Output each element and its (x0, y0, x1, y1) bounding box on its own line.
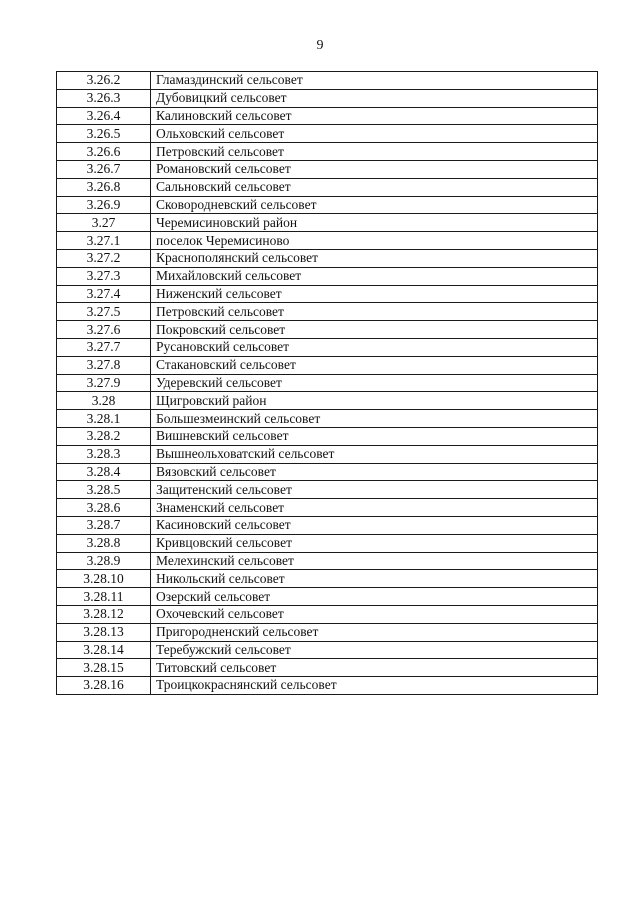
table-row (57, 463, 598, 481)
table-row (57, 196, 598, 214)
table-row (57, 392, 598, 410)
row-name: Петровский сельсовет (151, 303, 598, 321)
row-code: 3.27.9 (57, 374, 151, 392)
row-name: Романовский сельсовет (151, 160, 598, 178)
table-row (57, 356, 598, 374)
table-row (57, 321, 598, 339)
row-code: 3.27.1 (57, 232, 151, 250)
row-name: поселок Черемисиново (151, 232, 598, 250)
row-code: 3.26.7 (57, 160, 151, 178)
table-row (57, 232, 598, 250)
table-row (57, 125, 598, 143)
table-row (57, 178, 598, 196)
table-row (57, 374, 598, 392)
row-name: Краснополянский сельсовет (151, 249, 598, 267)
table-row (57, 659, 598, 677)
table-row (57, 338, 598, 356)
table-row (57, 677, 598, 695)
row-code: 3.26.6 (57, 143, 151, 161)
table-row (57, 89, 598, 107)
row-name: Щигровский район (151, 392, 598, 410)
page-number: 9 (316, 38, 324, 53)
table-row (57, 267, 598, 285)
table-row (57, 623, 598, 641)
row-name: Никольский сельсовет (151, 570, 598, 588)
row-code: 3.26.2 (57, 72, 151, 90)
row-name: Титовский сельсовет (151, 659, 598, 677)
table-row (57, 588, 598, 606)
row-name: Троицкокраснянский сельсовет (151, 677, 598, 695)
row-name: Охочевский сельсовет (151, 605, 598, 623)
row-name: Сковородневский сельсовет (151, 196, 598, 214)
row-code: 3.28.5 (57, 481, 151, 499)
table-row (57, 641, 598, 659)
row-name: Мелехинский сельсовет (151, 552, 598, 570)
table-row (57, 605, 598, 623)
row-code: 3.26.5 (57, 125, 151, 143)
row-name: Вышнеольховатский сельсовет (151, 445, 598, 463)
row-code: 3.27 (57, 214, 151, 232)
row-code: 3.28.4 (57, 463, 151, 481)
row-code: 3.27.5 (57, 303, 151, 321)
row-code: 3.28.15 (57, 659, 151, 677)
table-row (57, 534, 598, 552)
row-name: Пригородненский сельсовет (151, 623, 598, 641)
table-row (57, 410, 598, 428)
row-code: 3.28.2 (57, 427, 151, 445)
row-name: Русановский сельсовет (151, 338, 598, 356)
row-name: Кривцовский сельсовет (151, 534, 598, 552)
table-row (57, 552, 598, 570)
table-row (57, 303, 598, 321)
table-row (57, 143, 598, 161)
row-code: 3.28.8 (57, 534, 151, 552)
row-name: Касиновский сельсовет (151, 516, 598, 534)
row-code: 3.28.6 (57, 499, 151, 517)
table-row (57, 427, 598, 445)
row-name: Защитенский сельсовет (151, 481, 598, 499)
row-name: Вишневский сельсовет (151, 427, 598, 445)
row-code: 3.26.9 (57, 196, 151, 214)
row-code: 3.28.10 (57, 570, 151, 588)
row-code: 3.27.3 (57, 267, 151, 285)
row-name: Ниженский сельсовет (151, 285, 598, 303)
table-row (57, 214, 598, 232)
table-row (57, 107, 598, 125)
row-name: Ольховский сельсовет (151, 125, 598, 143)
row-name: Озерский сельсовет (151, 588, 598, 606)
row-code: 3.28.16 (57, 677, 151, 695)
table-row (57, 72, 598, 90)
row-name: Удеревский сельсовет (151, 374, 598, 392)
row-code: 3.26.8 (57, 178, 151, 196)
table-row (57, 445, 598, 463)
row-name: Михайловский сельсовет (151, 267, 598, 285)
row-code: 3.28.9 (57, 552, 151, 570)
row-name: Сальновский сельсовет (151, 178, 598, 196)
row-code: 3.28.1 (57, 410, 151, 428)
row-name: Стакановский сельсовет (151, 356, 598, 374)
row-name: Калиновский сельсовет (151, 107, 598, 125)
table-row (57, 285, 598, 303)
row-code: 3.27.2 (57, 249, 151, 267)
row-code: 3.27.6 (57, 321, 151, 339)
row-name: Знаменский сельсовет (151, 499, 598, 517)
table-row (57, 160, 598, 178)
row-name: Черемисиновский район (151, 214, 598, 232)
table-row (57, 516, 598, 534)
row-code: 3.28.12 (57, 605, 151, 623)
row-name: Дубовицкий сельсовет (151, 89, 598, 107)
row-name: Большезмеинский сельсовет (151, 410, 598, 428)
row-code: 3.26.4 (57, 107, 151, 125)
row-name: Теребужский сельсовет (151, 641, 598, 659)
row-name: Вязовский сельсовет (151, 463, 598, 481)
row-code: 3.27.4 (57, 285, 151, 303)
row-code: 3.27.8 (57, 356, 151, 374)
table-row (57, 481, 598, 499)
municipality-table (56, 71, 598, 695)
row-name: Петровский сельсовет (151, 143, 598, 161)
row-code: 3.28 (57, 392, 151, 410)
row-name: Покровский сельсовет (151, 321, 598, 339)
table-row (57, 499, 598, 517)
table-row (57, 249, 598, 267)
row-code: 3.27.7 (57, 338, 151, 356)
row-code: 3.28.3 (57, 445, 151, 463)
row-code: 3.28.14 (57, 641, 151, 659)
municipality-table-body (57, 72, 598, 695)
row-code: 3.28.11 (57, 588, 151, 606)
table-row (57, 570, 598, 588)
row-name: Гламаздинский сельсовет (151, 72, 598, 90)
row-code: 3.28.13 (57, 623, 151, 641)
row-code: 3.28.7 (57, 516, 151, 534)
row-code: 3.26.3 (57, 89, 151, 107)
